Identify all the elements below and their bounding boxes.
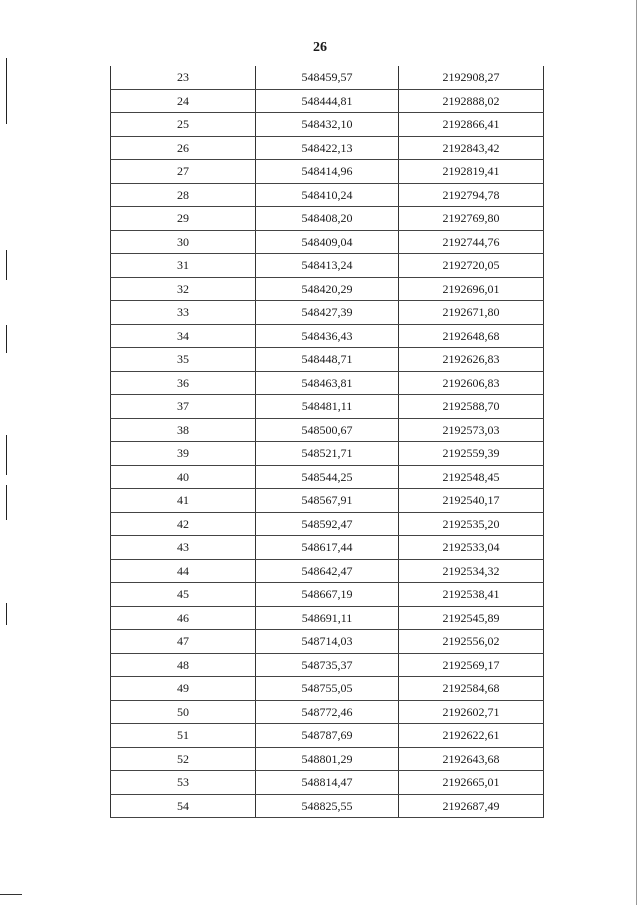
point-number-cell: 47 bbox=[111, 630, 256, 654]
y-coordinate-cell: 2192588,70 bbox=[399, 395, 544, 419]
point-number-cell: 30 bbox=[111, 230, 256, 254]
table-row bbox=[111, 677, 544, 701]
x-coordinate-cell: 548436,43 bbox=[256, 324, 399, 348]
table-row bbox=[111, 395, 544, 419]
y-coordinate-cell: 2192534,32 bbox=[399, 559, 544, 583]
x-coordinate-cell: 548410,24 bbox=[256, 183, 399, 207]
point-number-cell: 42 bbox=[111, 512, 256, 536]
x-coordinate-cell: 548787,69 bbox=[256, 724, 399, 748]
y-coordinate-cell: 2192744,76 bbox=[399, 230, 544, 254]
x-coordinate-cell: 548714,03 bbox=[256, 630, 399, 654]
y-coordinate-cell: 2192540,17 bbox=[399, 489, 544, 513]
scan-margin-mark bbox=[6, 250, 7, 280]
y-coordinate-cell: 2192556,02 bbox=[399, 630, 544, 654]
table-row bbox=[111, 442, 544, 466]
coordinates-table bbox=[110, 66, 544, 818]
y-coordinate-cell: 2192535,20 bbox=[399, 512, 544, 536]
table-row bbox=[111, 747, 544, 771]
point-number-cell: 49 bbox=[111, 677, 256, 701]
x-coordinate-cell: 548463,81 bbox=[256, 371, 399, 395]
x-coordinate-cell: 548420,29 bbox=[256, 277, 399, 301]
y-coordinate-cell: 2192606,83 bbox=[399, 371, 544, 395]
x-coordinate-cell: 548414,96 bbox=[256, 160, 399, 184]
table-row bbox=[111, 207, 544, 231]
table-row bbox=[111, 630, 544, 654]
table-row bbox=[111, 606, 544, 630]
table-row bbox=[111, 89, 544, 113]
y-coordinate-cell: 2192888,02 bbox=[399, 89, 544, 113]
x-coordinate-cell: 548422,13 bbox=[256, 136, 399, 160]
x-coordinate-cell: 548432,10 bbox=[256, 113, 399, 137]
table-row bbox=[111, 512, 544, 536]
table-row bbox=[111, 113, 544, 137]
x-coordinate-cell: 548427,39 bbox=[256, 301, 399, 325]
y-coordinate-cell: 2192643,68 bbox=[399, 747, 544, 771]
x-coordinate-cell: 548408,20 bbox=[256, 207, 399, 231]
y-coordinate-cell: 2192533,04 bbox=[399, 536, 544, 560]
table-row bbox=[111, 536, 544, 560]
x-coordinate-cell: 548592,47 bbox=[256, 512, 399, 536]
point-number-cell: 37 bbox=[111, 395, 256, 419]
table-row bbox=[111, 136, 544, 160]
point-number-cell: 24 bbox=[111, 89, 256, 113]
y-coordinate-cell: 2192538,41 bbox=[399, 583, 544, 607]
point-number-cell: 34 bbox=[111, 324, 256, 348]
x-coordinate-cell: 548642,47 bbox=[256, 559, 399, 583]
y-coordinate-cell: 2192687,49 bbox=[399, 794, 544, 818]
point-number-cell: 44 bbox=[111, 559, 256, 583]
y-coordinate-cell: 2192548,45 bbox=[399, 465, 544, 489]
point-number-cell: 45 bbox=[111, 583, 256, 607]
y-coordinate-cell: 2192559,39 bbox=[399, 442, 544, 466]
table-row bbox=[111, 301, 544, 325]
x-coordinate-cell: 548521,71 bbox=[256, 442, 399, 466]
x-coordinate-cell: 548755,05 bbox=[256, 677, 399, 701]
x-coordinate-cell: 548448,71 bbox=[256, 348, 399, 372]
table-row bbox=[111, 724, 544, 748]
point-number-cell: 38 bbox=[111, 418, 256, 442]
scan-margin-mark bbox=[6, 325, 7, 353]
table-row bbox=[111, 583, 544, 607]
x-coordinate-cell: 548667,19 bbox=[256, 583, 399, 607]
y-coordinate-cell: 2192696,01 bbox=[399, 277, 544, 301]
scan-margin-mark bbox=[6, 435, 7, 475]
y-coordinate-cell: 2192794,78 bbox=[399, 183, 544, 207]
y-coordinate-cell: 2192908,27 bbox=[399, 66, 544, 89]
scan-margin-mark bbox=[6, 603, 7, 625]
point-number-cell: 51 bbox=[111, 724, 256, 748]
point-number-cell: 27 bbox=[111, 160, 256, 184]
y-coordinate-cell: 2192665,01 bbox=[399, 771, 544, 795]
x-coordinate-cell: 548544,25 bbox=[256, 465, 399, 489]
table-row bbox=[111, 160, 544, 184]
x-coordinate-cell: 548735,37 bbox=[256, 653, 399, 677]
scan-bottom-mark bbox=[0, 894, 22, 895]
point-number-cell: 54 bbox=[111, 794, 256, 818]
x-coordinate-cell: 548691,11 bbox=[256, 606, 399, 630]
y-coordinate-cell: 2192573,03 bbox=[399, 418, 544, 442]
y-coordinate-cell: 2192648,68 bbox=[399, 324, 544, 348]
y-coordinate-cell: 2192720,05 bbox=[399, 254, 544, 278]
x-coordinate-cell: 548825,55 bbox=[256, 794, 399, 818]
table-row bbox=[111, 324, 544, 348]
point-number-cell: 35 bbox=[111, 348, 256, 372]
point-number-cell: 39 bbox=[111, 442, 256, 466]
y-coordinate-cell: 2192569,17 bbox=[399, 653, 544, 677]
table-row bbox=[111, 348, 544, 372]
scan-right-edge bbox=[636, 0, 637, 905]
y-coordinate-cell: 2192819,41 bbox=[399, 160, 544, 184]
point-number-cell: 31 bbox=[111, 254, 256, 278]
table-row bbox=[111, 489, 544, 513]
point-number-cell: 46 bbox=[111, 606, 256, 630]
y-coordinate-cell: 2192584,68 bbox=[399, 677, 544, 701]
table-row bbox=[111, 700, 544, 724]
x-coordinate-cell: 548772,46 bbox=[256, 700, 399, 724]
point-number-cell: 50 bbox=[111, 700, 256, 724]
table-row bbox=[111, 277, 544, 301]
x-coordinate-cell: 548459,57 bbox=[256, 66, 399, 89]
table-row bbox=[111, 418, 544, 442]
point-number-cell: 40 bbox=[111, 465, 256, 489]
x-coordinate-cell: 548481,11 bbox=[256, 395, 399, 419]
scan-margin-mark bbox=[6, 58, 7, 124]
table-row bbox=[111, 183, 544, 207]
point-number-cell: 26 bbox=[111, 136, 256, 160]
table-row bbox=[111, 771, 544, 795]
point-number-cell: 36 bbox=[111, 371, 256, 395]
x-coordinate-cell: 548801,29 bbox=[256, 747, 399, 771]
table-row bbox=[111, 559, 544, 583]
y-coordinate-cell: 2192602,71 bbox=[399, 700, 544, 724]
y-coordinate-cell: 2192626,83 bbox=[399, 348, 544, 372]
page-number: 26 bbox=[313, 40, 327, 55]
point-number-cell: 25 bbox=[111, 113, 256, 137]
point-number-cell: 43 bbox=[111, 536, 256, 560]
coordinates-table-body bbox=[111, 66, 544, 818]
point-number-cell: 52 bbox=[111, 747, 256, 771]
x-coordinate-cell: 548444,81 bbox=[256, 89, 399, 113]
y-coordinate-cell: 2192622,61 bbox=[399, 724, 544, 748]
scan-margin-mark bbox=[6, 485, 7, 520]
point-number-cell: 29 bbox=[111, 207, 256, 231]
x-coordinate-cell: 548500,67 bbox=[256, 418, 399, 442]
point-number-cell: 32 bbox=[111, 277, 256, 301]
point-number-cell: 33 bbox=[111, 301, 256, 325]
point-number-cell: 41 bbox=[111, 489, 256, 513]
table-row bbox=[111, 371, 544, 395]
y-coordinate-cell: 2192866,41 bbox=[399, 113, 544, 137]
table-row bbox=[111, 66, 544, 89]
y-coordinate-cell: 2192843,42 bbox=[399, 136, 544, 160]
x-coordinate-cell: 548567,91 bbox=[256, 489, 399, 513]
point-number-cell: 28 bbox=[111, 183, 256, 207]
y-coordinate-cell: 2192769,80 bbox=[399, 207, 544, 231]
x-coordinate-cell: 548617,44 bbox=[256, 536, 399, 560]
point-number-cell: 48 bbox=[111, 653, 256, 677]
table-row bbox=[111, 794, 544, 818]
point-number-cell: 53 bbox=[111, 771, 256, 795]
table-row bbox=[111, 230, 544, 254]
table-row bbox=[111, 254, 544, 278]
y-coordinate-cell: 2192671,80 bbox=[399, 301, 544, 325]
x-coordinate-cell: 548413,24 bbox=[256, 254, 399, 278]
y-coordinate-cell: 2192545,89 bbox=[399, 606, 544, 630]
point-number-cell: 23 bbox=[111, 66, 256, 89]
x-coordinate-cell: 548409,04 bbox=[256, 230, 399, 254]
table-row bbox=[111, 653, 544, 677]
x-coordinate-cell: 548814,47 bbox=[256, 771, 399, 795]
table-row bbox=[111, 465, 544, 489]
